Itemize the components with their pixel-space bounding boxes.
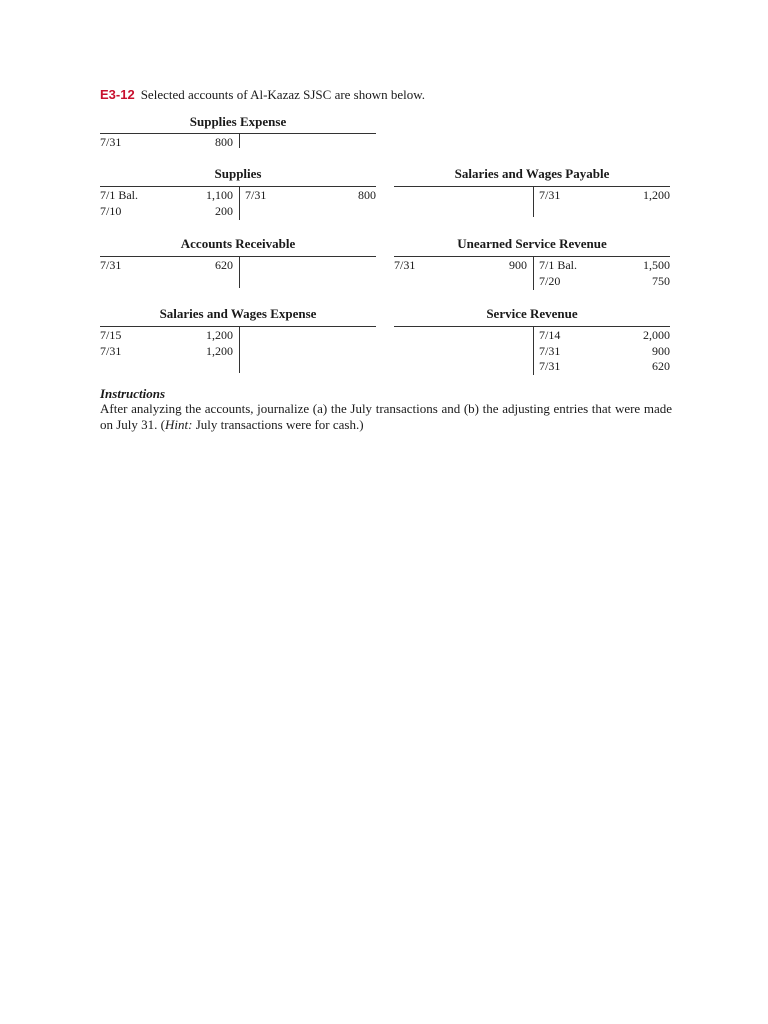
credit-amount: 750 — [652, 274, 670, 288]
exercise-heading — [100, 87, 425, 103]
credit-amount: 800 — [358, 188, 376, 202]
exercise-intro: Selected accounts of Al-Kazaz SJSC are shown below. — [140, 87, 426, 102]
t-account-rule — [100, 186, 376, 187]
instructions-block — [100, 386, 672, 433]
t-account-salaries-wages-payable — [394, 166, 670, 222]
t-account-rule — [394, 326, 670, 327]
credit-amount: 1,500 — [643, 258, 670, 272]
t-account-divider — [533, 257, 534, 290]
t-account-rule — [100, 326, 376, 327]
credit-date: 7/31 — [539, 359, 561, 373]
debit-date: 7/31 — [100, 344, 122, 358]
credit-amount: 900 — [652, 344, 670, 358]
t-account-divider — [533, 187, 534, 217]
t-account-rule — [394, 256, 670, 257]
exercise-code: E3-12 — [100, 87, 135, 102]
t-account-salaries-wages-expense — [100, 306, 376, 376]
account-title: Supplies Expense — [189, 114, 287, 129]
credit-date: 7/14 — [539, 328, 561, 342]
account-title: Unearned Service Revenue — [457, 236, 607, 251]
instructions-text-part-1: After analyzing the accounts, journalize (a) the July transactions and (b) the adjusting entries that were made on July 31. ( — [100, 401, 672, 432]
debit-date: 7/10 — [100, 204, 122, 218]
t-account-accounts-receivable — [100, 236, 376, 292]
credit-date: 7/1 Bal. — [539, 258, 577, 272]
t-account-rule — [100, 256, 376, 257]
debit-date: 7/31 — [394, 258, 416, 272]
t-account-unearned-service-revenue — [394, 236, 670, 292]
t-account-supplies — [100, 166, 376, 222]
t-account-divider — [239, 327, 240, 373]
debit-amount: 1,200 — [206, 328, 233, 342]
account-title: Service Revenue — [486, 306, 578, 321]
debit-date: 7/31 — [100, 258, 122, 272]
t-account-divider — [239, 257, 240, 288]
instructions-title: Instructions — [100, 386, 166, 401]
debit-amount: 1,100 — [206, 188, 233, 202]
t-account-supplies-expense — [100, 114, 376, 154]
credit-amount: 2,000 — [643, 328, 670, 342]
t-account-divider — [533, 327, 534, 375]
account-title: Supplies — [214, 166, 262, 181]
hint-label: Hint: — [165, 417, 193, 432]
account-title: Salaries and Wages Expense — [159, 306, 317, 321]
debit-amount: 200 — [215, 204, 233, 218]
debit-amount: 800 — [215, 135, 233, 149]
account-title: Accounts Receivable — [180, 236, 296, 251]
t-account-service-revenue — [394, 306, 670, 376]
debit-date: 7/15 — [100, 328, 122, 342]
account-title: Salaries and Wages Payable — [454, 166, 610, 181]
debit-date: 7/31 — [100, 135, 122, 149]
credit-date: 7/20 — [539, 274, 561, 288]
debit-amount: 1,200 — [206, 344, 233, 358]
credit-amount: 620 — [652, 359, 670, 373]
debit-date: 7/1 Bal. — [100, 188, 138, 202]
credit-date: 7/31 — [245, 188, 267, 202]
debit-amount: 900 — [509, 258, 527, 272]
instructions-text — [100, 401, 672, 433]
credit-date: 7/31 — [539, 188, 561, 202]
credit-amount: 1,200 — [643, 188, 670, 202]
instructions-text-part-2: July transactions were for cash.) — [192, 417, 364, 432]
t-account-rule — [394, 186, 670, 187]
credit-date: 7/31 — [539, 344, 561, 358]
t-account-divider — [239, 187, 240, 220]
debit-amount: 620 — [215, 258, 233, 272]
t-account-divider — [239, 134, 240, 148]
t-account-rule — [100, 133, 376, 134]
